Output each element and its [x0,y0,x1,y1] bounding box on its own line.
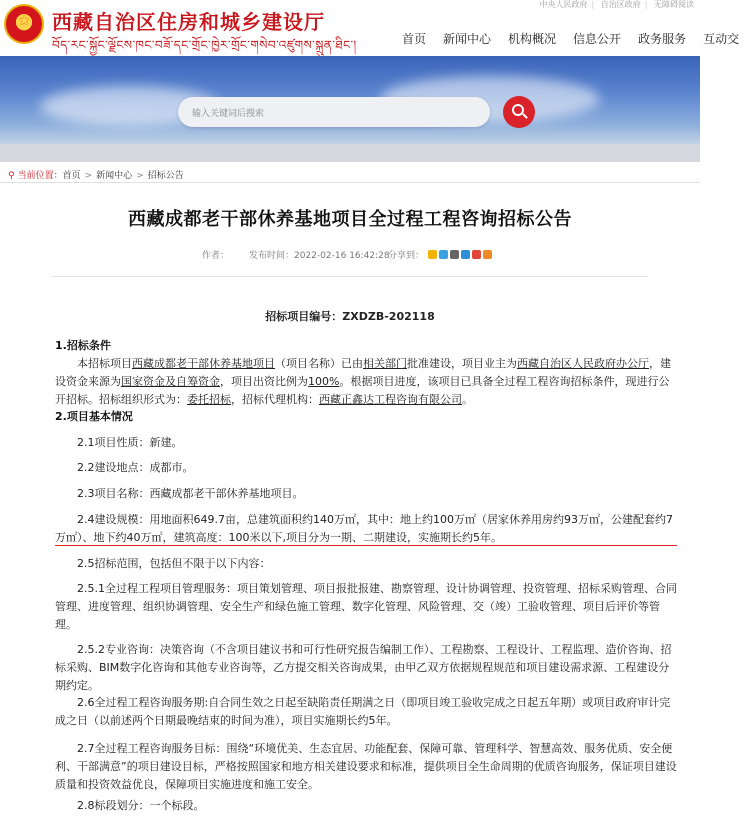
site-title[interactable]: 西藏自治区住房和城乡建设厅 [52,10,325,34]
item-2-8: 2.8标段划分：一个标段。 [77,799,205,812]
bid-code [0,308,700,324]
article-meta [202,248,390,261]
top-links: 中央人民政府 | 自治区政府 | 无障碍阅读 [539,0,694,9]
site-title-tibetan: བོད་རང་སྐྱོང་ལྗོངས་ཁང་བཟོ་དང་གྲོང་ཁྱེར་གྲོང་གསེབ་འཛུགས་སྐྲུན་ཐིང་། [52,38,357,52]
share-kaixin-icon[interactable] [461,250,470,259]
hero-banner [0,56,700,162]
site-header [0,0,740,60]
search-placeholder: 输入关键词后搜索 [192,109,265,119]
nav-info[interactable]: 信息公开 [573,32,622,46]
item-2-5-2: 2.5.2专业咨询：决策咨询（不含项目建议书和可行性研究报告编制工作）、工程勘察、工程设计、工程监理、造价咨询、招标采购、BIM数字化咨询和其他专业咨询等，乙方提交相关咨询成果，由甲乙双方依据规程规范和项目建设需求源、工程建设分期约定。 [55,643,672,692]
nav-services[interactable]: 政务服务 [638,32,687,46]
bid-code-value: ZXDZB-202118 [342,310,435,323]
search-icon-handle [522,113,528,119]
item-2-3: 2.3项目名称：西藏成都老干部休养基地项目。 [77,487,304,500]
item-2-7: 2.7全过程工程咨询服务目标：围绕“环境优美、生态宜居、功能配套、保障可靠、管理科学、智慧高效、服务优质、安全便利、干部满意”的项目建设目标，严格按照国家和地方相关建设要求和标准，提供项目全生命周期的优质咨询服务，保证项目建设质量和投资效益优良，保障项目实施进度和施工安全。 [55,742,677,791]
breadcrumb-home[interactable]: 首页 [62,171,81,181]
breadcrumb-news[interactable]: 新闻中心 [96,171,133,181]
breadcrumb-label: 当前位置： [17,171,63,181]
national-emblem-icon[interactable] [4,4,44,44]
share-tqq-icon[interactable] [439,250,448,259]
breadcrumb-bidding[interactable]: 招标公告 [147,171,184,181]
nav-interact[interactable]: 互动交 [703,32,740,46]
top-link-accessibility[interactable]: 无障碍阅读 [654,0,694,9]
nav-org[interactable]: 机构概况 [508,32,557,46]
share-qzone-icon[interactable] [428,250,437,259]
main-nav [402,30,756,47]
section-heading-2: 2.项目基本情况 [55,410,133,423]
divider [52,276,648,277]
date-label: 发布时间： [249,251,295,261]
share-icons [428,250,492,259]
author-label: 作者： [202,251,230,261]
item-2-2: 2.2建设地点：成都市。 [77,461,194,474]
nav-news[interactable]: 新闻中心 [443,32,492,46]
share-label: 分享到： [388,251,425,261]
divider [0,182,700,183]
search-button[interactable] [503,96,535,128]
item-2-5-1: 2.5.1全过程工程项目管理服务：项目策划管理、项目报批报建、勘察管理、设计协调管理、投资管理、招标采购管理、合同管理、进度管理、组织协调管理、安全生产和绿色施工管理、数字化管理、风险管理、交（竣）工验收管理、项目后评价等管理。 [55,582,677,631]
mountain-decoration [0,144,700,162]
paragraph-bidding-conditions: 本招标项目西藏成都老干部休养基地项目（项目名称）已由相关部门批准建设，项目业主为西藏自治区人民政府办公厅，建设资金来源为国家资金及自筹资金，项目出资比例为100%。根据项目进度，该项目已具备全过程工程咨询招标条件，现进行公开招标。招标组织形式为：委托招标，招标代理机构：西藏正鑫达工程咨询有限公司。 [55,357,671,406]
share-more-icon[interactable] [483,250,492,259]
location-pin-icon: ⚲ [8,171,15,181]
section-heading-1: 1.招标条件 [55,339,111,352]
nav-home[interactable]: 首页 [402,32,427,46]
search-input[interactable] [178,97,490,127]
breadcrumb [8,168,184,181]
chevron-right-icon: > [136,171,144,181]
top-link-region-gov[interactable]: 自治区政府 [600,0,641,9]
article-title: 西藏成都老干部休养基地项目全过程工程咨询招标公告 [128,209,572,230]
item-2-4: 2.4建设规模：用地面积649.7亩，总建筑面积约140万㎡，其中：地上约100万㎡（居家休养用房约93万㎡，公建配套约7万㎡）、地下约40万㎡，建筑高度：100米以下,项目分为一期、二期建设，实施期长约5年。 [55,513,673,544]
item-2-6: 2.6全过程工程咨询服务期:自合同生效之日起至缺陷责任期满之日（即项目竣工验收完成之日起五年期）或项目政府审计完成之日（以前述两个日期最晚结束的时间为准），项目实施期长约5年。 [55,696,671,727]
publish-date: 2022-02-16 16:42:28 [294,251,390,261]
top-link-central-gov[interactable]: 中央人民政府 [539,0,588,9]
bid-code-label: 招标项目编号： [265,310,343,323]
share-weibo-icon[interactable] [472,250,481,259]
share-renren-icon[interactable] [450,250,459,259]
chevron-right-icon: > [84,171,93,181]
item-2-5: 2.5招标范围，包括但不限于以下内容： [77,557,271,570]
item-2-1: 2.1项目性质：新建。 [77,436,183,449]
